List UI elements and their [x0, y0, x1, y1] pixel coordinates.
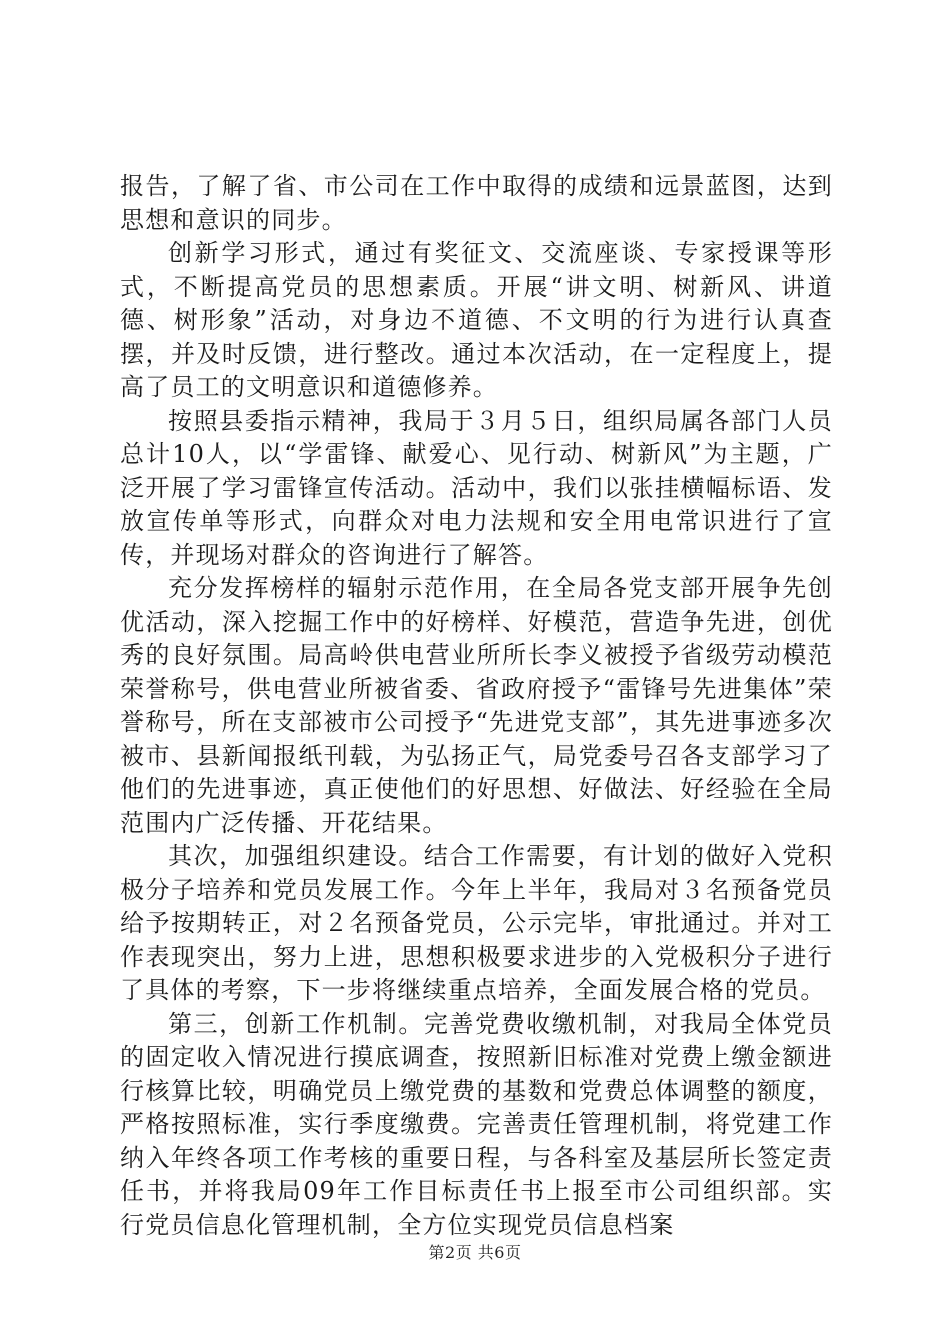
- paragraph-organization-building: 其次，加强组织建设。结合工作需要，有计划的做好入党积极分子培养和党员发展工作。今年上半年，我局对３名预备党员给予按期转正，对２名预备党员，公示完毕，审批通过。并对工作表现突出，努力上进，思想积极要求进步的入党极积分子进行了具体的考察，下一步将继续重点培养，全面发展合格的党员。: [120, 842, 833, 1004]
- paragraph-lei-feng-activity: 按照县委指示精神，我局于３月５日，组织局属各部门人员总计10人，以“学雷锋、献爱心、见行动、树新风”为主题，广泛开展了学习雷锋宣传活动。活动中，我们以张挂横幅标语、发放宣传单等形式，向群众对电力法规和安全用电常识进行了宣传，并现场对群众的咨询进行了解答。: [120, 406, 833, 569]
- page-number-footer: 第2页 共6页: [428, 1243, 522, 1262]
- paragraph-role-models: 充分发挥榜样的辐射示范作用，在全局各党支部开展争先创优活动，深入挖掘工作中的好榜样、好模范，营造争先进，创优秀的良好氛围。局高岭供电营业所所长李义被授予省级劳动模范荣誉称号，供电营业所被省委、省政府授予“雷锋号先进集体”荣誉称号，所在支部被市公司授予“先进党支部”，其先进事迹多次被市、县新闻报纸刊载，为弘扬正气，局党委号召各支部学习了他们的先进事迹，真正使他们的好思想、好做法、好经验在全局范围内广泛传播、开花结果。: [120, 574, 833, 837]
- paragraph-study-forms: 创新学习形式，通过有奖征文、交流座谈、专家授课等形式，不断提高党员的思想素质。开展“讲文明、树新风、讲道德、树形象”活动，对身边不道德、不文明的行为进行认真查摆，并及时反馈，进行整改。通过本次活动，在一定程度上，提高了员工的文明意识和道德修养。: [120, 239, 833, 401]
- document-body: [120, 170, 833, 1242]
- paragraph-work-mechanism: 第三，创新工作机制。完善党费收缴机制，对我局全体党员的固定收入情况进行摸底调查，按照新旧标准对党费上缴金额进行核算比较，明确党员上缴党费的基数和党费总体调整的额度，严格按照标准，实行季度缴费。完善责任管理机制，将党建工作纳入年终各项工作考核的重要日程，与各科室及基层所长签定责任书，并将我局09年工作目标责任书上报至市公司组织部。实行党员信息化管理机制，全方位实现党员信息档案: [120, 1009, 833, 1239]
- paragraph-continuation: 报告，了解了省、市公司在工作中取得的成绩和远景蓝图，达到思想和意识的同步。: [120, 172, 833, 234]
